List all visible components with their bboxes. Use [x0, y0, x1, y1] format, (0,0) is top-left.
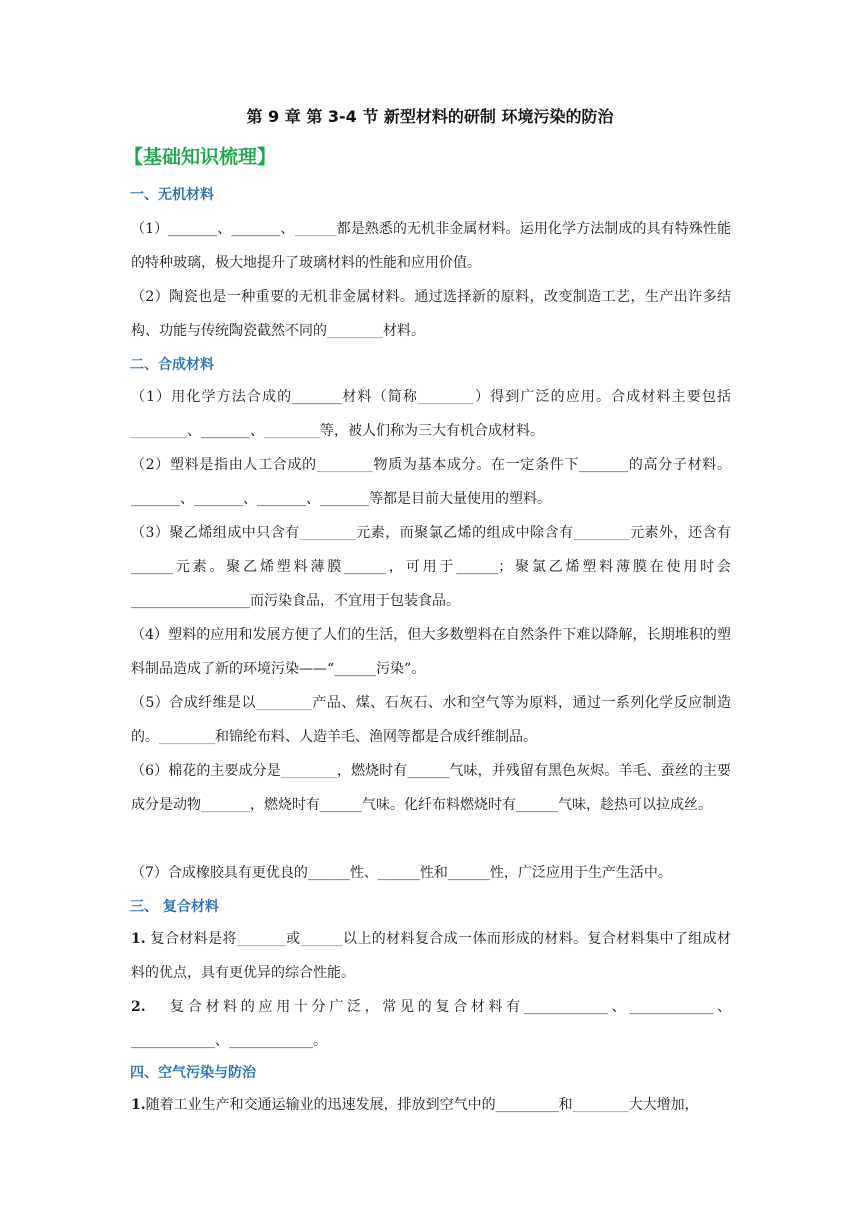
- blank-red: ________: [327, 323, 383, 339]
- section-heading-inorganic: 一、无机材料: [130, 187, 214, 203]
- text: 随着工业生产和交通运输业的迅速发展，排放到空气中的_________和: [145, 1097, 573, 1113]
- text: 元素，而聚氯乙烯的组成中除含有: [355, 525, 574, 541]
- paragraph-composite-2: [131, 990, 731, 1058]
- text: （5）合成纤维是以: [131, 695, 256, 711]
- text: 都是熟悉的无机非金属材料。运用化学方法制成的具有特殊性能的特种玻璃，极大地提升了玻璃材料的性能和应用价值。: [131, 221, 731, 271]
- text: ，燃烧时有______气味。化纤布料燃烧时有______气味，趁热可以拉成丝。: [250, 797, 712, 813]
- text: 以上的材料复合成一体而形成的材料。复合材料集中了组成材料的优点，具有更优异的综合性能。: [131, 931, 732, 981]
- section-heading-synthetic: 二、合成材料: [130, 357, 214, 373]
- blank-red: ________: [280, 763, 337, 779]
- text: 物质为基本成分。在一定条件下_______的高分子材料。_______、_______、_______、_______等都是目前大量使用的塑料。: [131, 457, 731, 507]
- item-number: 2.: [131, 999, 146, 1015]
- blank-red: _______: [201, 797, 250, 813]
- text: 材料。: [383, 323, 425, 339]
- text: 和锦纶布料、人造羊毛、渔网等都是合成纤维制品。: [215, 729, 537, 745]
- text: （6）棉花的主要成分是: [131, 763, 281, 779]
- paragraph-synthetic-1: [131, 380, 731, 448]
- text: 等，被人们称为三大有机合成材料。: [320, 423, 544, 439]
- blank-red: ________: [131, 423, 187, 439]
- blank-red: ________: [264, 423, 320, 439]
- text: （2）塑料是指由人工合成的: [131, 457, 317, 473]
- item-number: 1.: [131, 1097, 146, 1113]
- paragraph-inorganic-1: [131, 212, 731, 280]
- blank-red: ________: [573, 525, 630, 541]
- paragraph-synthetic-3: [131, 516, 731, 618]
- text: （1）用化学方法合成的_______材料（简称: [131, 389, 418, 405]
- blank-red: ________: [255, 695, 312, 711]
- paragraph-composite-1: [131, 922, 731, 990]
- section-heading-air-pollution: 四、空气污染与防治: [130, 1065, 256, 1081]
- item-number: 1.: [131, 931, 146, 947]
- paragraph-synthetic-6: [131, 754, 731, 822]
- text: 产品、煤、石灰石、水和空气等为原料，通过一系列化学反应制造的。: [131, 695, 731, 745]
- text: （7）合成橡胶具有更优良的______性、______性和______性，广泛应用于生产生活中。: [131, 865, 672, 881]
- blank-red: ______: [294, 221, 337, 237]
- text: （4）塑料的应用和发展方便了人们的生活，但大多数塑料在自然条件下难以降解，长期堆积的塑料制品造成了新的环境污染——“______污染”。: [131, 627, 731, 677]
- text: 元素外，还含有______元素。聚乙烯塑料薄膜______，可用于______；聚氯乙烯塑料薄膜在使用时会_________________而污染食品，不宜用于包装食品。: [131, 525, 731, 609]
- text: （3）聚乙烯组成中只含有: [131, 525, 300, 541]
- paragraph-synthetic-5: [131, 686, 731, 754]
- text: 、_______、: [187, 423, 264, 439]
- text: 复合材料是将: [145, 931, 237, 947]
- paragraph-synthetic-2: [131, 448, 731, 516]
- paragraph-inorganic-2: [131, 280, 731, 348]
- blank-red: ______: [300, 931, 343, 947]
- paragraph-synthetic-7: [131, 856, 731, 890]
- blank-red: _______: [236, 931, 286, 947]
- blank-red: ________: [299, 525, 356, 541]
- blank-red: ________: [159, 729, 215, 745]
- text: ）得到广泛的应用。合成材料主要包括: [473, 389, 731, 405]
- paragraph-synthetic-4: [131, 618, 731, 686]
- blank-red: ________: [316, 457, 373, 473]
- section-heading-composite: 三、 复合材料: [130, 899, 219, 915]
- text: 或: [285, 931, 301, 947]
- blank-red: ________: [417, 389, 474, 405]
- text: （2）陶瓷也是一种重要的无机非金属材料。通过选择新的原料，改变制造工艺，生产出许多结构、功能与传统陶瓷截然不同的: [131, 289, 731, 339]
- text: 大大增加，: [628, 1097, 699, 1113]
- page-title: 第 9 章 第 3-4 节 新型材料的研制 环境污染的防治: [246, 107, 614, 126]
- paragraph-air-1: [131, 1088, 731, 1122]
- section-banner: 【基础知识梳理】: [124, 146, 277, 168]
- text: （1）_______、_______、: [131, 221, 295, 237]
- text: ，燃烧时有______气味，并残留有黑色灰烬。羊毛、蚕丝的主要成分是动物: [131, 763, 731, 813]
- text: 复合材料的应用十分广泛，常见的复合材料有____________、____________、____________、____________。: [131, 999, 731, 1049]
- blank-red: ________: [572, 1097, 629, 1113]
